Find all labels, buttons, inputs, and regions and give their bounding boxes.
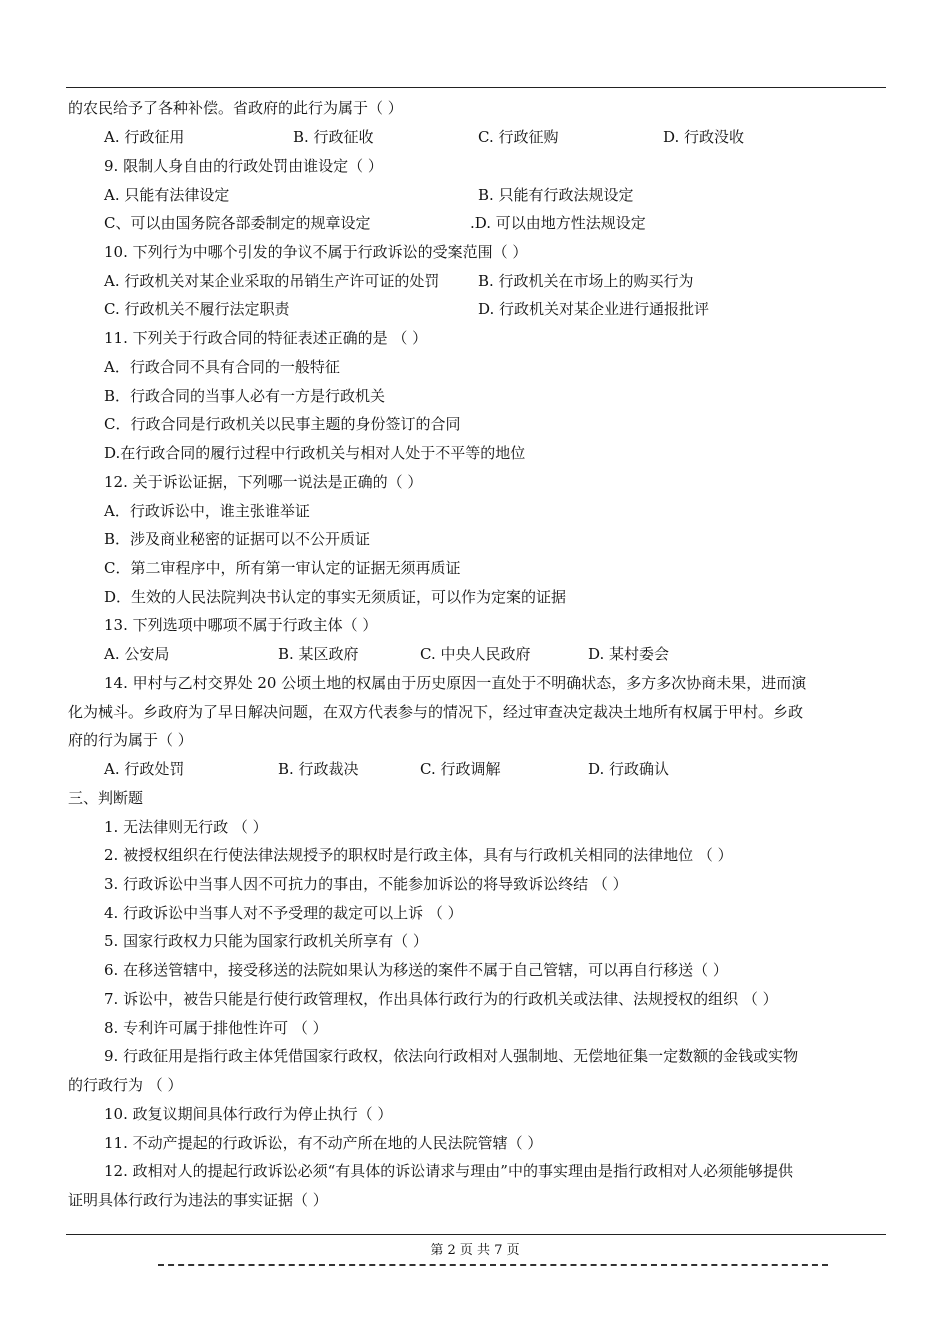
question-12: 12. 关于诉讼证据，下列哪一说法是正确的（ ） (104, 473, 423, 491)
option-b: B. 只能有行政法规设定 (478, 186, 634, 204)
option-d: D. 行政确认 (588, 760, 670, 778)
judgment-item: 7. 诉讼中，被告只能是行使行政管理权，作出具体行政行为的行政机关或法律、法规授权的组织 （ ） (104, 990, 778, 1008)
option-b: B. 某区政府 (278, 645, 359, 663)
judgment-item: 10. 政复议期间具体行政行为停止执行（ ） (104, 1105, 393, 1123)
option-c: C. 行政调解 (420, 760, 501, 778)
option-c: C. 中央人民政府 (420, 645, 531, 663)
question-10: 10. 下列行为中哪个引发的争议不属于行政诉讼的受案范围（ ） (104, 243, 528, 261)
judgment-item: 12. 政相对人的提起行政诉讼必须“有具体的诉讼请求与理由”中的事实理由是指行政相对人必须能够提供 (104, 1162, 793, 1180)
judgment-item: 11. 不动产提起的行政诉讼，有不动产所在地的人民法院管辖（ ） (104, 1134, 543, 1152)
option-a: A. 行政机关对某企业采取的吊销生产许可证的处罚 (104, 272, 440, 290)
option-d: D．生效的人民法院判决书认定的事实无须质证，可以作为定案的证据 (104, 588, 567, 606)
question-9: 9. 限制人身自由的行政处罚由谁设定（ ） (104, 157, 383, 175)
text-line: 化为械斗。乡政府为了早日解决问题，在双方代表参与的情况下，经过审查决定裁决土地所有权属于甲村。乡政 (68, 703, 804, 721)
option-d: D. 某村委会 (588, 645, 670, 663)
option-b: B．行政合同的当事人必有一方是行政机关 (104, 387, 386, 405)
option-a: A．行政诉讼中，谁主张谁举证 (104, 502, 310, 520)
judgment-item: 6. 在移送管辖中，接受移送的法院如果认为移送的案件不属于自己管辖，可以再自行移送（ ） (104, 961, 728, 979)
option-b: B. 行政机关在市场上的购买行为 (478, 272, 694, 290)
option-b: B. 行政征收 (293, 128, 374, 146)
option-b: B. 行政裁决 (278, 760, 359, 778)
option-a: A. 只能有法律设定 (104, 186, 230, 204)
option-c: C. 行政机关不履行法定职责 (104, 300, 290, 318)
judgment-item: 5. 国家行政权力只能为国家行政机关所享有（ ） (104, 932, 428, 950)
text-line: 府的行为属于（ ） (68, 731, 193, 749)
option-c: C．行政合同是行政机关以民事主题的身份签订的合同 (104, 415, 461, 433)
question-11: 11. 下列关于行政合同的特征表述正确的是 （ ） (104, 329, 428, 347)
option-d: D. 行政机关对某企业进行通报批评 (478, 300, 710, 318)
judgment-item: 2. 被授权组织在行使法律法规授予的职权时是行政主体，具有与行政机关相同的法律地位 （ ） (104, 846, 733, 864)
text-line: 的农民给予了各种补偿。省政府的此行为属于（ ） (68, 99, 403, 117)
option-c: C．第二审程序中，所有第一审认定的证据无须再质证 (104, 559, 461, 577)
question-14: 14. 甲村与乙村交界处 20 公顷土地的权属由于历史原因一直处于不明确状态，多方多次协商未果，进而演 (104, 674, 807, 692)
text-line: 的行政行为 （ ） (68, 1076, 183, 1094)
footer-dashed-line (158, 1264, 828, 1266)
option-b: B．涉及商业秘密的证据可以不公开质证 (104, 530, 371, 548)
judgment-item: 9. 行政征用是指行政主体凭借国家行政权，依法向行政相对人强制地、无偿地征集一定数额的金钱或实物 (104, 1047, 799, 1065)
section-heading: 三、判断题 (68, 789, 144, 807)
option-a: A. 公安局 (104, 645, 170, 663)
option-a: A．行政合同不具有合同的一般特征 (104, 358, 340, 376)
option-c: C. 行政征购 (478, 128, 559, 146)
option-a: A. 行政处罚 (104, 760, 185, 778)
judgment-item: 8. 专利许可属于排他性许可 （ ） (104, 1019, 328, 1037)
judgment-item: 4. 行政诉讼中当事人对不予受理的裁定可以上诉 （ ） (104, 904, 463, 922)
page-number: 第 2 页 共 7 页 (430, 1243, 520, 1258)
option-d: D. 行政没收 (663, 128, 745, 146)
judgment-item: 1. 无法律则无行政 （ ） (104, 818, 268, 836)
text-line: 证明具体行政行为违法的事实证据（ ） (68, 1191, 328, 1209)
option-a: A. 行政征用 (104, 128, 185, 146)
question-13: 13. 下列选项中哪项不属于行政主体（ ） (104, 616, 378, 634)
option-d: D.在行政合同的履行过程中行政机关与相对人处于不平等的地位 (104, 444, 526, 462)
judgment-item: 3. 行政诉讼中当事人因不可抗力的事由，不能参加诉讼的将导致诉讼终结 （ ） (104, 875, 628, 893)
footer-rule (66, 1234, 886, 1235)
option-d: .D. 可以由地方性法规设定 (470, 214, 646, 232)
option-c: C、可以由国务院各部委制定的规章设定 (104, 214, 371, 232)
header-rule (66, 87, 886, 88)
